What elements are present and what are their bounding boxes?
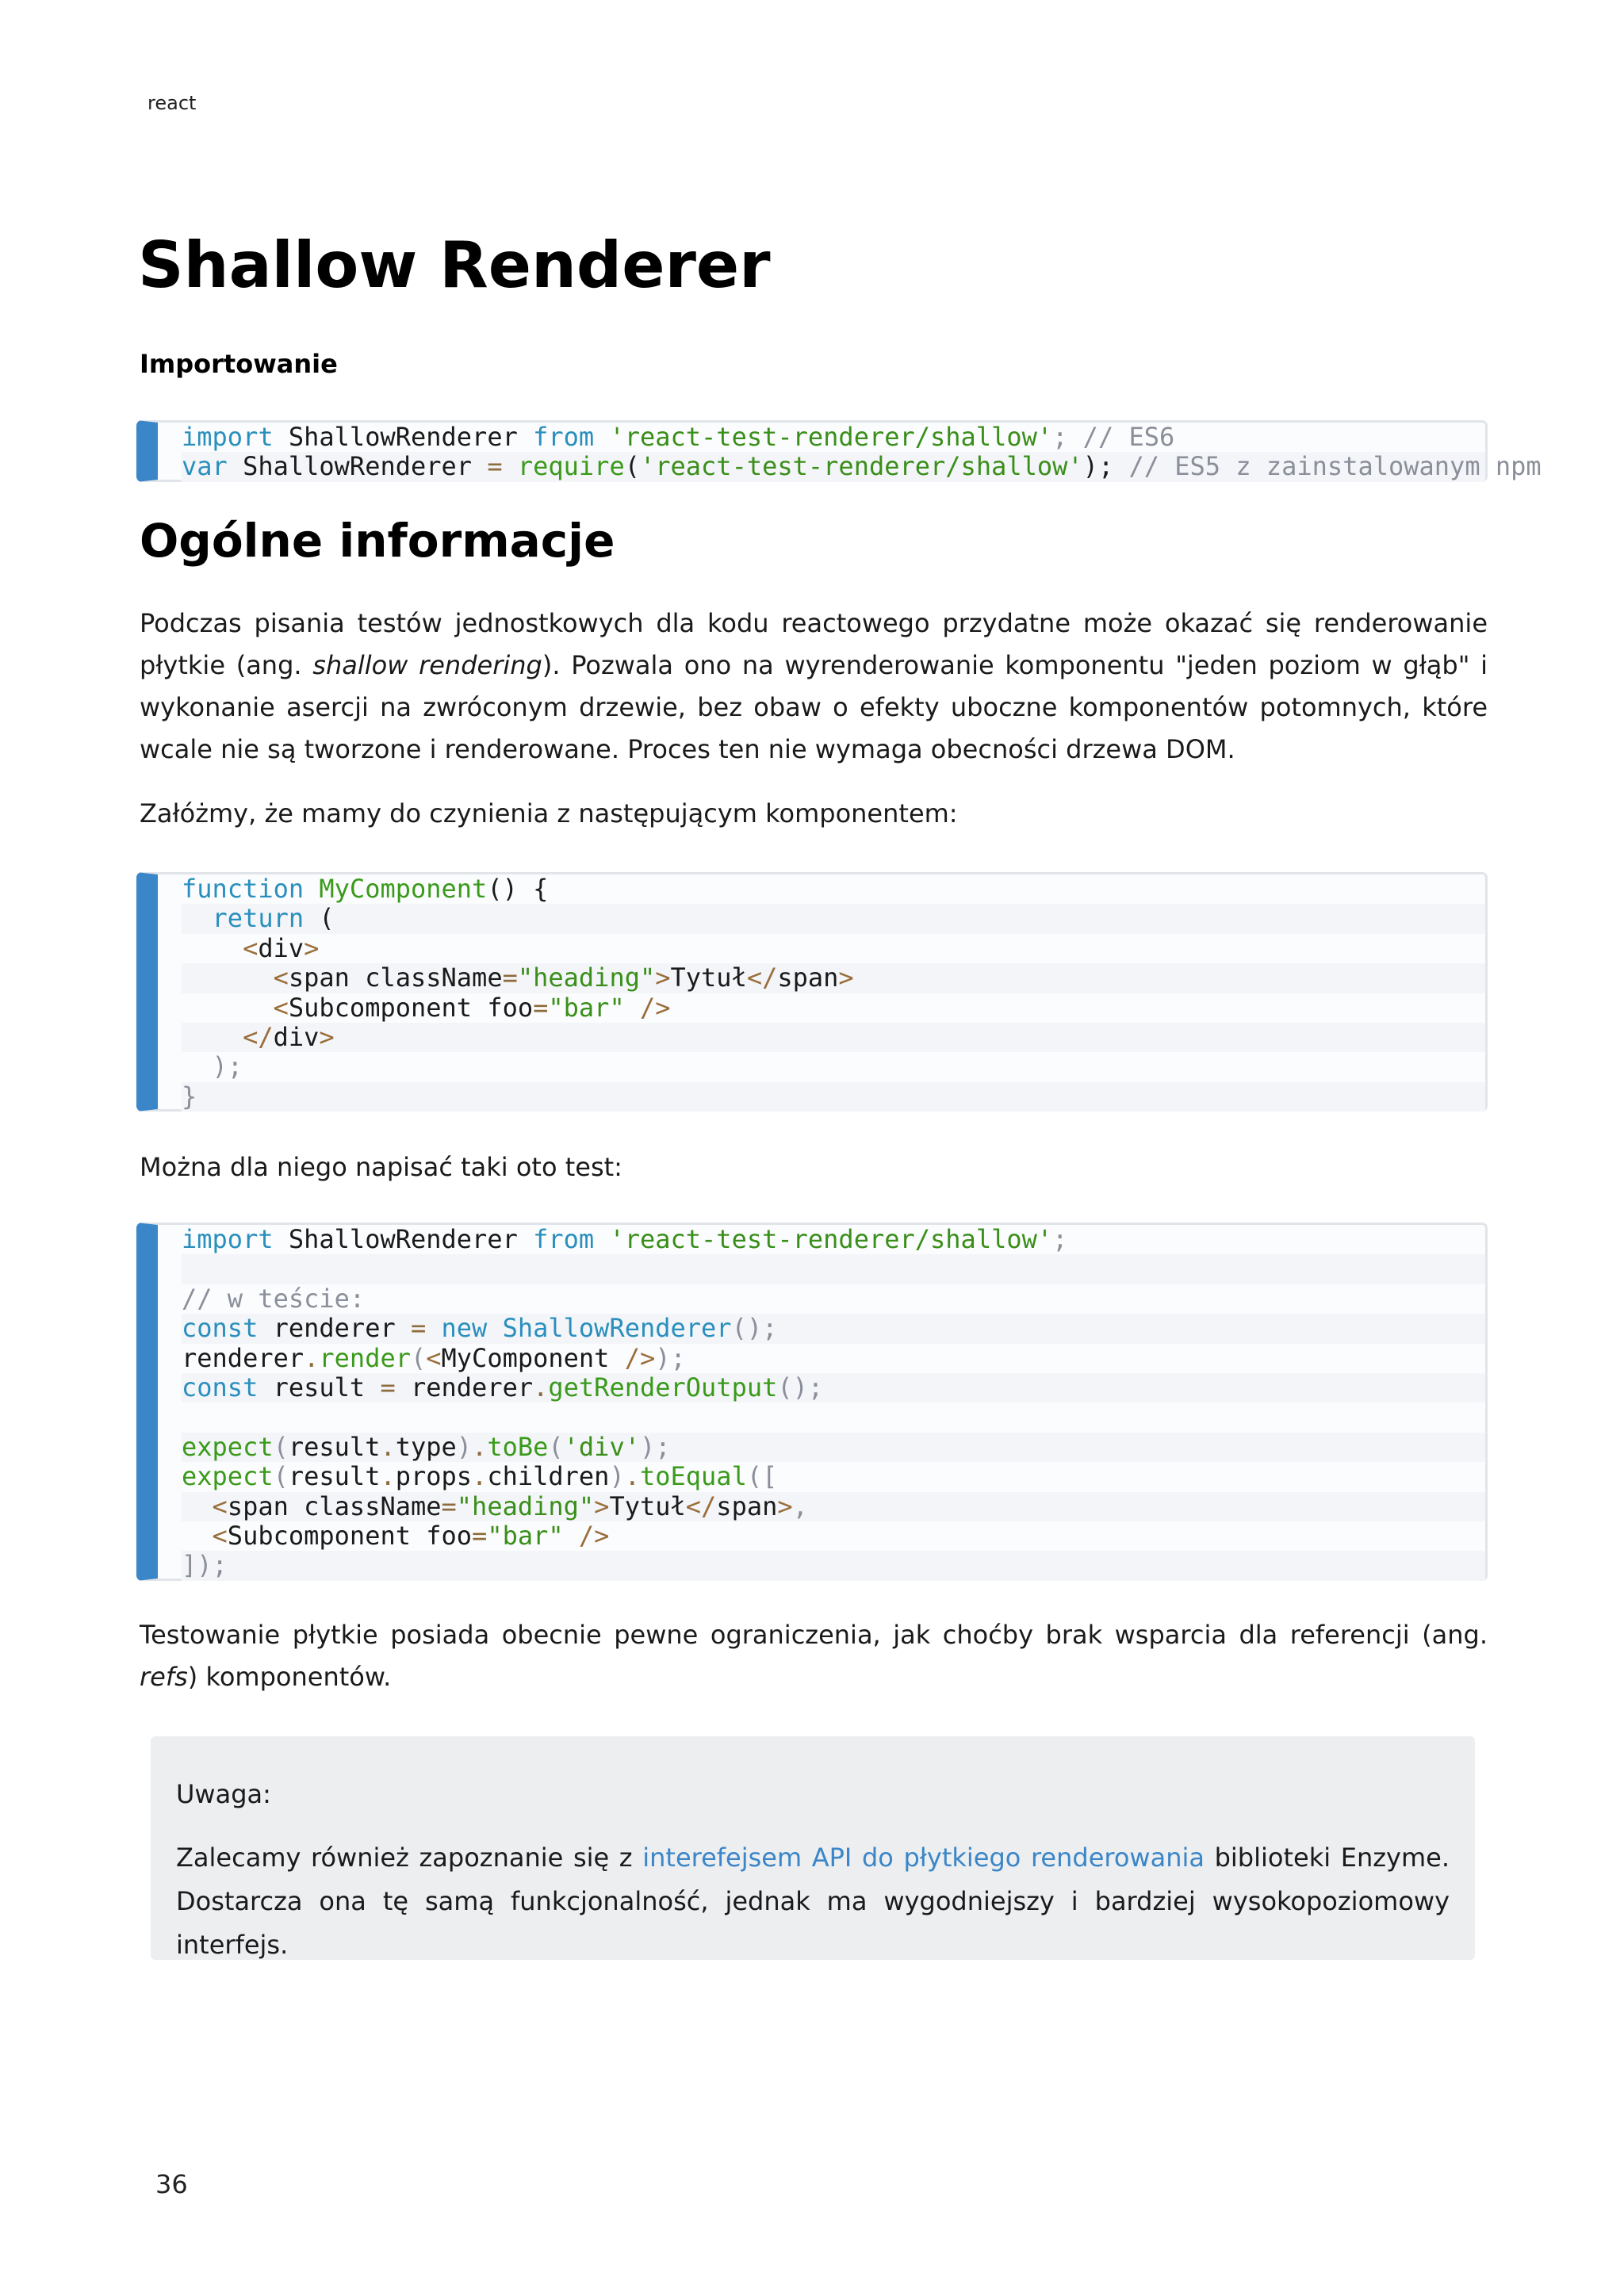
- note-box: [151, 1736, 1475, 1960]
- code-line: [182, 1402, 1485, 1432]
- page-number: 36: [155, 2169, 188, 2199]
- test-paragraph: Można dla niego napisać taki oto test:: [140, 1152, 622, 1182]
- code-test: [158, 1225, 1485, 1581]
- code-line: expect(result.props.children).toEqual([: [182, 1461, 778, 1492]
- overview-paragraph: Podczas pisania testów jednostkowych dla kodu reactowego przydatne może okazać się renderowanie płytkie (ang. shallow rendering). Pozwala ono na wyrenderowanie komponentu "jeden poziom w głąb" i wykonanie asercji na zwróconym drzewie, bez obaw o efekty uboczne komponentów potomnych, które wcale nie są tworzone i renderowane. Proces ten nie wymaga obecności drzewa DOM.: [140, 608, 1488, 764]
- code-line: function MyComponent() {: [182, 874, 549, 904]
- code-line: <Subcomponent foo="bar" />: [212, 1521, 610, 1552]
- page-title: Shallow Renderer: [138, 228, 771, 302]
- code-import: [158, 422, 1542, 482]
- code-line: }: [182, 1082, 1485, 1112]
- code-line: <div>: [243, 932, 320, 963]
- enzyme-shallow-api-link[interactable]: interefejsem API do płytkiego renderowania: [642, 1843, 1205, 1873]
- code-line: <span className="heading">Tytuł</span>,: [182, 1492, 1485, 1521]
- code-block-import: [136, 420, 1542, 482]
- code-line: const result = renderer.getRenderOutput();: [182, 1373, 1485, 1402]
- running-header: react: [147, 92, 197, 114]
- code-line: ]);: [182, 1551, 1485, 1580]
- code-line: import ShallowRenderer from 'react-test-renderer/shallow'; // ES6: [182, 422, 1175, 452]
- code-line: renderer.render(<MyComponent />);: [182, 1342, 686, 1373]
- limits-paragraph: Testowanie płytkie posiada obecnie pewne ograniczenia, jak choćby brak wsparcia dla referencji (ang. refs) komponentów.: [140, 1620, 1488, 1692]
- code-line: const renderer = new ShallowRenderer();: [182, 1314, 1485, 1343]
- code-line: return (: [182, 904, 1485, 933]
- code-line: <span className="heading">Tytuł</span>: [182, 963, 1485, 993]
- section-heading-overview: Ogólne informacje: [140, 514, 615, 568]
- code-line: import ShallowRenderer from 'react-test-renderer/shallow';: [182, 1224, 1068, 1254]
- code-line: var ShallowRenderer = require('react-test-renderer/shallow'); // ES5 z zainstalowanym npm: [182, 451, 1542, 482]
- code-line: <Subcomponent foo="bar" />: [273, 992, 671, 1023]
- code-block-component: [136, 872, 1488, 1112]
- code-line: expect(result.type).toBe('div');: [182, 1433, 1485, 1462]
- code-line: [182, 1254, 1485, 1284]
- code-block-test: [136, 1223, 1488, 1581]
- assume-paragraph: Załóżmy, że mamy do czynienia z następującym komponentem:: [140, 798, 958, 828]
- code-component: [158, 874, 1485, 1112]
- note-text: Zalecamy również zapoznanie się z interefejsem API do płytkiego renderowania biblioteki Enzyme. Dostarcza ona tę samą funkcjonalność, jednak ma wygodniejszy i bardziej wysokopoziomowy interfejs.: [176, 1843, 1450, 1960]
- code-line: </div>: [182, 1023, 1485, 1052]
- import-heading: Importowanie: [140, 349, 338, 379]
- code-line: // w teście:: [182, 1283, 366, 1314]
- note-label: Uwaga:: [176, 1779, 271, 1809]
- code-line: );: [212, 1051, 243, 1082]
